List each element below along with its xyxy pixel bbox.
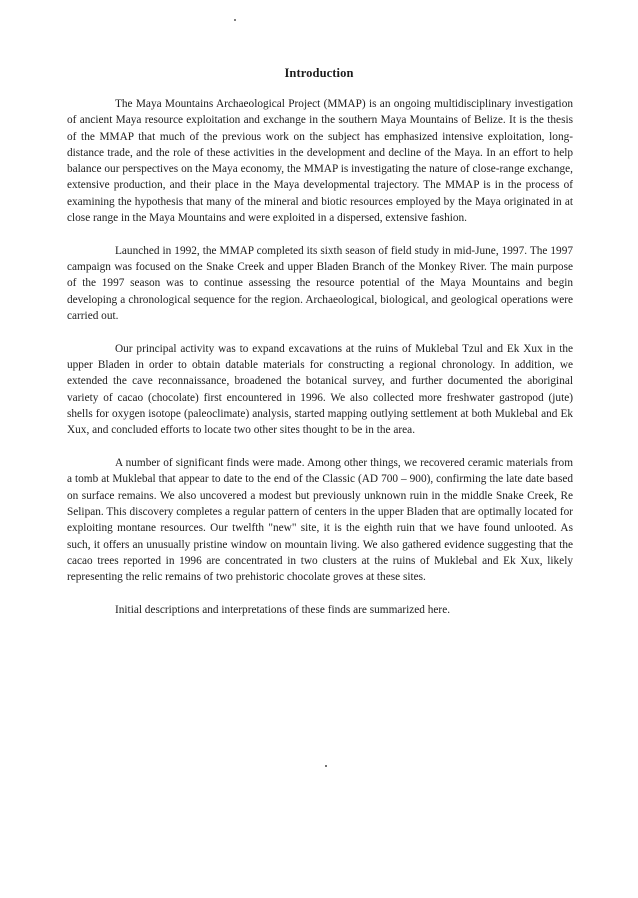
body-text	[67, 96, 573, 635]
paragraph-summary-note: Initial descriptions and interpretations of these finds are summarized here.	[115, 604, 451, 617]
scan-speck	[234, 19, 236, 21]
paragraph-project-overview: The Maya Mountains Archaeological Project (MMAP) is an ongoing multidisciplinary investigation of ancient Maya resource exploitation and exchange in the southern Maya Mountains of Belize. It is the thesis of the MMAP that much of the previous work on the subject has emphasized intensive exploitation, long-distance trade, and the role of these activities in the development and decline of the Maya. In an effort to help balance our perspectives on the Maya economy, the MMAP is investigating the nature of close-range exchange, extensive production, and their place in the Maya developmental trajectory. The MMAP is in the process of examining the hypothesis that many of the mineral and biotic resources employed by the Maya originated in at close range in the Maya Mountains and were exploited in a dispersed, extensive fashion.	[67, 98, 573, 225]
scan-speck	[325, 765, 327, 767]
paragraph-1997-season: Launched in 1992, the MMAP completed its sixth season of field study in mid-June, 1997. The 1997 campaign was focused on the Snake Creek and upper Bladen Branch of the Monkey River. The main purpose of the 1997 season was to continue assessing the resource potential of the Maya Mountains and begin developing a chronological sequence for the region. Archaeological, biological, and geological operations were carried out.	[67, 244, 573, 323]
paragraph-principal-activity: Our principal activity was to expand excavations at the ruins of Muklebal Tzul and Ek Xux in the upper Bladen in order to obtain datable materials for constructing a regional chronology. In addition, we extended the cave reconnaissance, broadened the botanical survey, and further documented the aboriginal variety of cacao (chocolate) first encountered in 1996. We also collected more freshwater gastropod (jute) shells for oxygen isotope (paleoclimate) analysis, started mapping outlying settlement at both Muklebal and Ek Xux, and concluded efforts to locate two other sites thought to be in the area.	[67, 342, 573, 437]
page-title: Introduction	[284, 66, 354, 80]
paragraph-significant-finds: A number of significant finds were made. Among other things, we recovered ceramic materials from a tomb at Muklebal that appear to date to the end of the Classic (AD 700 – 900), confirming the late date based on surface remains. We also uncovered a modest but previously unknown ruin in the middle Snake Creek, Re Selipan. This discovery completes a regular pattern of centers in the upper Bladen that are optimally located for exploiting montane resources. Our twelfth "new" site, it is the eighth ruin that we have found unlooted. As such, it offers an unusually pristine window on mountain living. We also gathered evidence suggesting that the cacao trees reported in 1996 are concentrated in two clusters at the ruins of Muklebal and Ek Xux, likely representing the relic remains of two prehistoric chocolate groves at these sites.	[67, 457, 573, 584]
